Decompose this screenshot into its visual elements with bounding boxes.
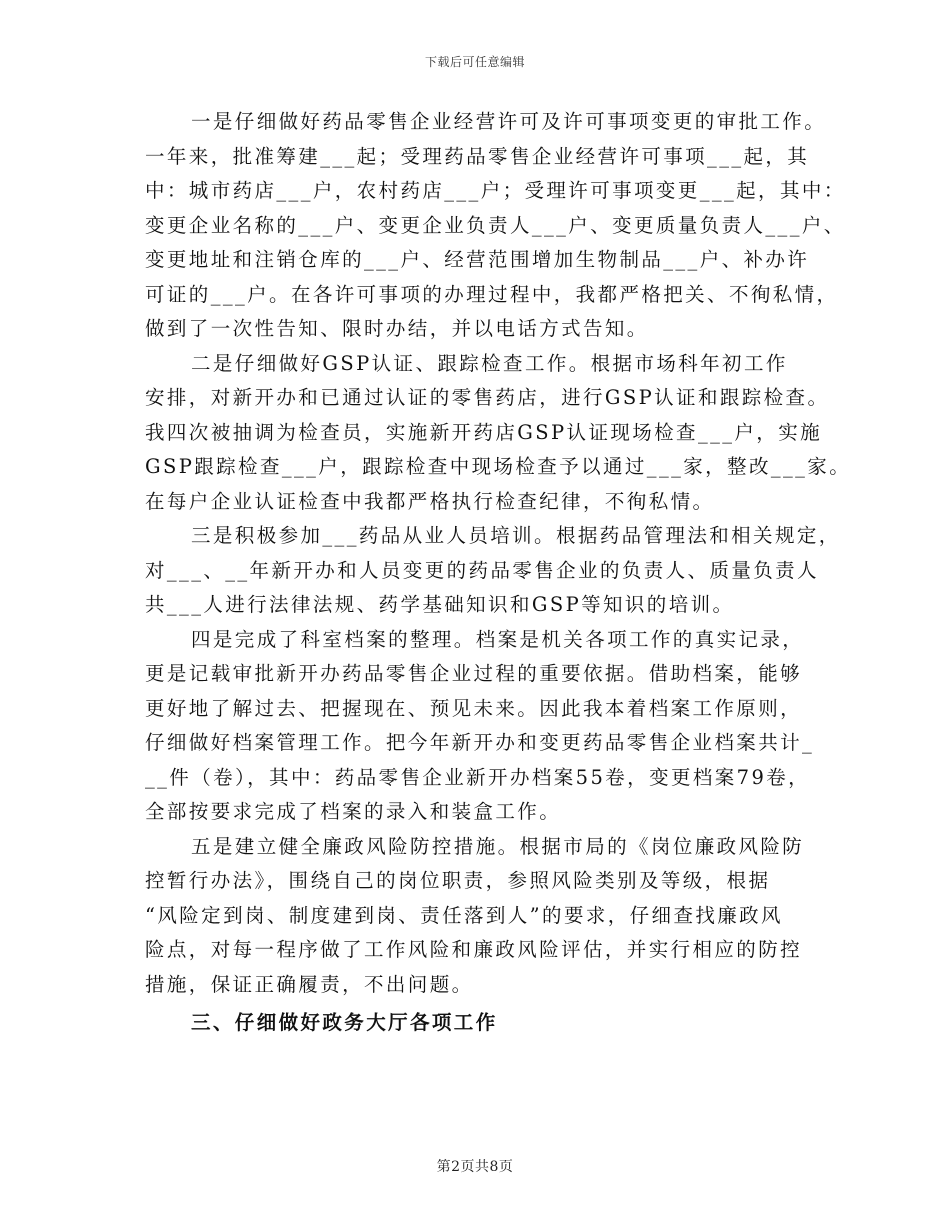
text-line: 可证的___户。在各许可事项的办理过程中，我都严格把关、不徇私情， (145, 282, 839, 306)
text-line: __件（卷），其中：药品零售企业新开办档案55卷，变更档案79卷， (145, 765, 811, 789)
text-line: 全部按要求完成了档案的录入和装盒工作。 (145, 800, 562, 823)
page-header: 下载后可任意编辑 (424, 55, 525, 69)
section-heading: 三、仔细做好政务大厅各项工作 (191, 1011, 498, 1034)
text-line: 中：城市药店___户，农村药店___户；受理许可事项变更___起，其中： (145, 179, 846, 202)
text-line: 在每户企业认证检查中我都严格执行检查纪律，不徇私情。 (145, 489, 715, 513)
text-line: 一年来，批准筹建___起；受理药品零售企业经营许可事项___起，其 (145, 144, 810, 168)
text-line: “风险定到岗、制度建到岗、责任落到人”的要求，仔细查找廉政风 (145, 903, 783, 927)
text-line: GSP跟踪检查___户，跟踪检查中现场检查予以通过___家，整改___家。 (145, 455, 852, 478)
page-footer: 第2页共8页 (436, 1159, 514, 1175)
text-line: 做到了一次性告知、限时办结，并以电话方式告知。 (145, 317, 649, 340)
text-line: 我四次被抽调为检查员，实施新开药店GSP认证现场检查___户，实施 (145, 420, 823, 444)
text-line: 对___、__年新开办和人员变更的药品零售企业的负责人、质量负责人 (145, 558, 819, 582)
text-line: 四是完成了科室档案的整理。档案是机关各项工作的真实记录， (191, 627, 805, 651)
text-line: 控暂行办法》，围绕自己的岗位职责，参照风险类别及等级，根据 (145, 869, 771, 892)
text-line: 三是积极参加___药品从业人员培训。根据药品管理法和相关规定， (191, 524, 841, 547)
text-line: 一是仔细做好药品零售企业经营许可及许可事项变更的审批工作。 (191, 110, 827, 133)
text-line: 二是仔细做好GSP认证、跟踪检查工作。根据市场科年初工作 (191, 351, 788, 375)
text-line: 变更企业名称的___户、变更企业负责人___户、变更质量负责人___户、 (145, 213, 846, 237)
document-body (145, 105, 852, 1041)
text-line: 措施，保证正确履责，不出问题。 (145, 972, 474, 996)
text-line: 险点，对每一程序做了工作风险和廉政风险评估，并实行相应的防控 (145, 938, 803, 961)
text-line: 五是建立健全廉政风险防控措施。根据市局的《岗位廉政风险防 (191, 834, 805, 858)
text-line: 更是记载审批新开办药品零售企业过程的重要依据。借助档案，能够 (145, 662, 803, 685)
text-line: 仔细做好档案管理工作。把今年新开办和变更药品零售企业档案共计_ (145, 731, 815, 754)
text-line: 变更地址和注销仓库的___户、经营范围增加生物制品___户、补办许 (145, 248, 810, 271)
text-line: 安排，对新开办和已通过认证的零售药店，进行GSP认证和跟踪检查。 (145, 386, 830, 409)
paragraph-lines (145, 105, 852, 1002)
text-line: 共___人进行法律法规、药学基础知识和GSP等知识的培训。 (145, 593, 735, 616)
text-line: 更好地了解过去、把握现在、预见未来。因此我本着档案工作原则， (145, 696, 803, 720)
